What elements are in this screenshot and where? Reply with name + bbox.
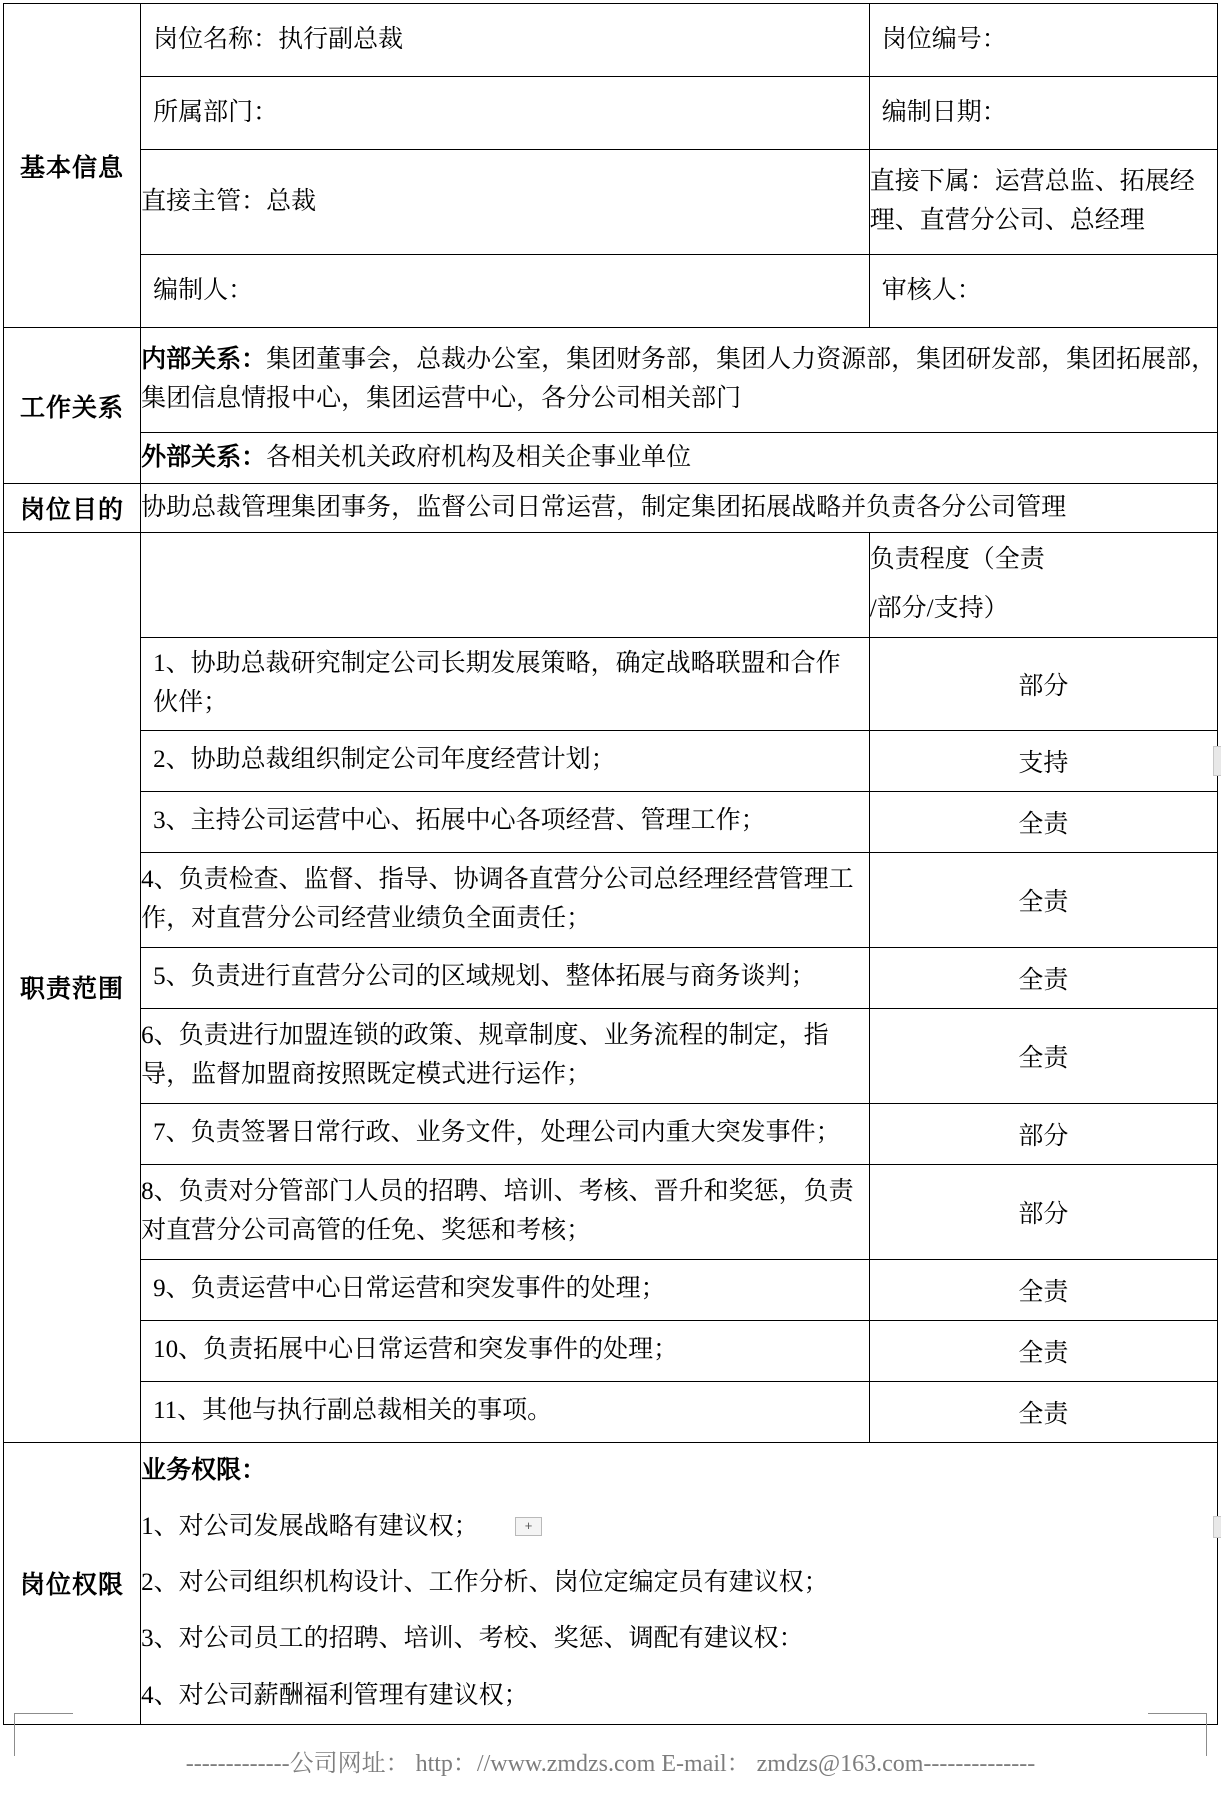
field-job-title: 岗位名称：执行副总裁 bbox=[141, 4, 870, 77]
responsibility-item: 8、负责对分管部门人员的招聘、培训、考核、晋升和奖惩，负责对直营分公司高管的任免、奖惩和考核； bbox=[141, 1164, 870, 1259]
table-row bbox=[4, 4, 1218, 77]
responsibility-degree: 全责 bbox=[869, 1381, 1217, 1442]
table-row bbox=[4, 533, 1218, 638]
table-row bbox=[4, 947, 1218, 1008]
field-job-purpose: 协助总裁管理集团事务，监督公司日常运营，制定集团拓展战略并负责各分公司管理 bbox=[141, 484, 1218, 533]
table-row bbox=[4, 638, 1218, 731]
responsibility-item: 1、协助总裁研究制定公司长期发展策略，确定战略联盟和合作伙伴； bbox=[141, 638, 870, 731]
degree-column-header bbox=[869, 533, 1217, 638]
table-row bbox=[4, 1381, 1218, 1442]
section-label-basic-info: 基本信息 bbox=[4, 4, 141, 328]
table-row bbox=[4, 77, 1218, 150]
internal-relations-prefix: 内部关系： bbox=[141, 346, 267, 374]
table-row bbox=[4, 150, 1218, 255]
document-page bbox=[0, 3, 1221, 1816]
table-row bbox=[4, 1164, 1218, 1259]
internal-relations-value: 集团董事会，总裁办公室，集团财务部，集团人力资源部，集团研发部，集团拓展部，集团信息情报中心，集团运营中心，各分公司相关部门 bbox=[141, 346, 1217, 412]
responsibility-item: 7、负责签署日常行政、业务文件，处理公司内重大突发事件； bbox=[141, 1103, 870, 1164]
job-description-table bbox=[3, 3, 1218, 1725]
field-internal-relations bbox=[141, 328, 1218, 433]
authority-item: 2、对公司组织机构设计、工作分析、岗位定编定员有建议权； bbox=[141, 1569, 829, 1596]
external-relations-prefix: 外部关系： bbox=[141, 443, 267, 471]
responsibility-degree: 支持 bbox=[869, 730, 1217, 791]
field-job-code: 岗位编号： bbox=[869, 4, 1217, 77]
responsibility-degree: 全责 bbox=[869, 1008, 1217, 1103]
responsibility-degree: 全责 bbox=[869, 947, 1217, 1008]
authority-item: 3、对公司员工的招聘、培训、考校、奖惩、调配有建议权： bbox=[141, 1625, 804, 1653]
page-footer bbox=[0, 1683, 1221, 1816]
responsibility-degree: 全责 bbox=[869, 791, 1217, 852]
responsibility-item: 2、协助总裁组织制定公司年度经营计划； bbox=[141, 730, 870, 791]
table-row bbox=[4, 484, 1218, 533]
authority-item: 4、对公司薪酬福利管理有建议权； bbox=[141, 1681, 529, 1709]
field-prepared-date: 编制日期： bbox=[869, 77, 1217, 150]
field-external-relations bbox=[141, 433, 1218, 484]
table-row bbox=[4, 328, 1218, 433]
table-row bbox=[4, 1259, 1218, 1320]
responsibility-item: 11、其他与执行副总裁相关的事项。 bbox=[141, 1381, 870, 1442]
field-direct-supervisor: 直接主管：总裁 bbox=[141, 150, 870, 255]
section-label-responsibilities: 职责范围 bbox=[4, 533, 141, 1443]
footer-contact-line: -------------公司网址： http：//www.zmdzs.com E-mail： zmdzs@163.com-------------- bbox=[185, 1751, 1036, 1777]
table-row bbox=[4, 1008, 1218, 1103]
responsibility-degree: 部分 bbox=[869, 1164, 1217, 1259]
degree-header-line-2: /部分/支持） bbox=[869, 595, 1009, 622]
table-row bbox=[4, 791, 1218, 852]
responsibility-degree: 全责 bbox=[869, 1259, 1217, 1320]
authority-item: 1、对公司发展战略有建议权； bbox=[141, 1512, 479, 1540]
section-label-authority: 岗位权限 bbox=[4, 1442, 141, 1724]
table-row bbox=[4, 433, 1218, 484]
table-row bbox=[4, 852, 1218, 947]
section-label-work-relations: 工作关系 bbox=[4, 328, 141, 484]
external-relations-value: 各相关机关政府机构及相关企事业单位 bbox=[266, 443, 692, 471]
responsibility-header-blank bbox=[141, 533, 870, 638]
responsibility-degree: 部分 bbox=[869, 638, 1217, 731]
table-row bbox=[4, 730, 1218, 791]
responsibility-item: 10、负责拓展中心日常运营和突发事件的处理； bbox=[141, 1320, 870, 1381]
field-prepared-by: 编制人： bbox=[141, 255, 870, 328]
responsibility-degree: 全责 bbox=[869, 852, 1217, 947]
table-row bbox=[4, 255, 1218, 328]
field-department: 所属部门： bbox=[141, 77, 870, 150]
edge-artifact-bottom bbox=[1213, 1516, 1221, 1538]
responsibility-item: 9、负责运营中心日常运营和突发事件的处理； bbox=[141, 1259, 870, 1320]
table-row bbox=[4, 1103, 1218, 1164]
section-label-job-purpose: 岗位目的 bbox=[4, 484, 141, 533]
field-direct-reports: 直接下属：运营总监、拓展经理、直营分公司、总经理 bbox=[869, 150, 1217, 255]
field-reviewed-by: 审核人： bbox=[869, 255, 1217, 328]
table-row bbox=[4, 1320, 1218, 1381]
add-row-handle-button[interactable]: + bbox=[515, 1517, 542, 1536]
edge-artifact-top bbox=[1213, 746, 1221, 776]
responsibility-item: 4、负责检查、监督、指导、协调各直营分公司总经理经营管理工作，对直营分公司经营业绩负全面责任； bbox=[141, 852, 870, 947]
responsibility-degree: 全责 bbox=[869, 1320, 1217, 1381]
responsibility-degree: 部分 bbox=[869, 1103, 1217, 1164]
authority-content bbox=[141, 1442, 1218, 1724]
responsibility-item: 5、负责进行直营分公司的区域规划、整体拓展与商务谈判； bbox=[141, 947, 870, 1008]
degree-header-line-1: 负责程度（全责 bbox=[869, 546, 1045, 574]
table-row bbox=[4, 1442, 1218, 1724]
authority-heading: 业务权限： bbox=[141, 1456, 267, 1484]
responsibility-item: 6、负责进行加盟连锁的政策、规章制度、业务流程的制定，指导，监督加盟商按照既定模式进行运作； bbox=[141, 1008, 870, 1103]
responsibility-item: 3、主持公司运营中心、拓展中心各项经营、管理工作； bbox=[141, 791, 870, 852]
